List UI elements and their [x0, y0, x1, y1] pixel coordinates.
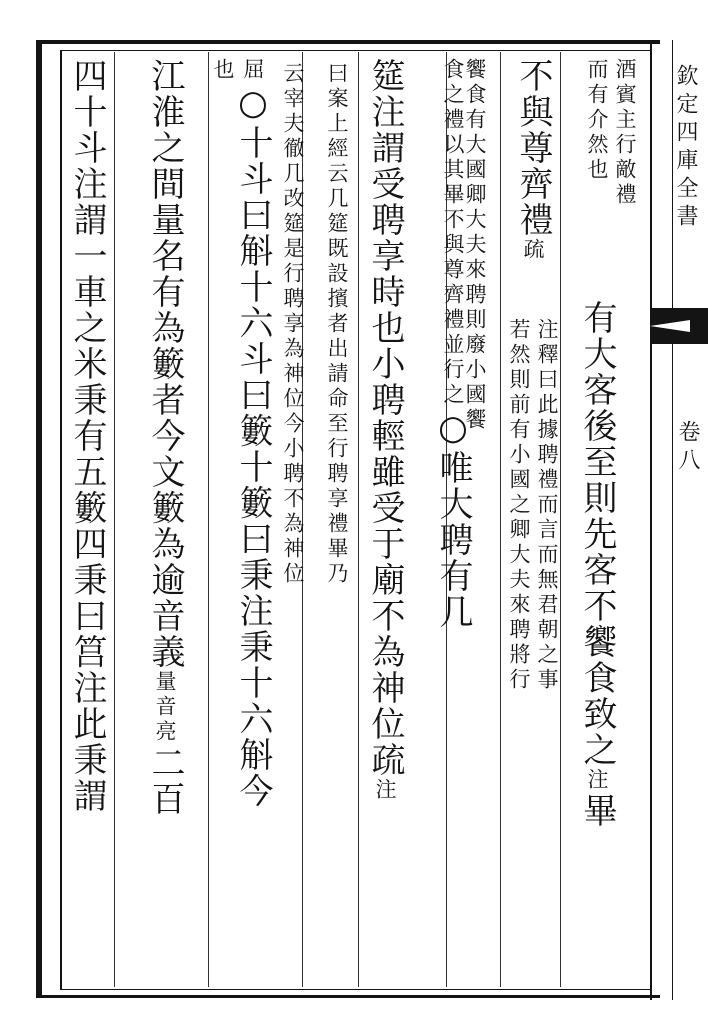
juan-label: 卷八: [675, 420, 700, 476]
text-column-7: [433, 58, 473, 630]
text-column-13: [145, 58, 185, 817]
text-segment: 饗食有大國卿大夫來聘則廢小國饗: [463, 58, 487, 433]
text-segment: 筵注謂受聘享時也小聘輕雖受于廟不為神位疏: [365, 58, 405, 778]
text-segment: 食之禮以其畢不與尊齊禮並行之: [441, 58, 465, 408]
text-column-12: [212, 58, 233, 83]
text-column-10: [282, 62, 303, 587]
text-segment: 若然則前有小國之卿大夫來聘將行: [507, 318, 531, 693]
text-column-9: [326, 62, 347, 587]
column-rule: [560, 52, 561, 987]
text-column-1: [614, 58, 635, 208]
column-rule: [114, 52, 115, 987]
column-rule: [208, 52, 209, 987]
text-segment: 二百: [145, 745, 185, 817]
text-column-2: [586, 58, 607, 183]
text-segment: 注: [585, 768, 609, 793]
gutter-line: [650, 40, 652, 1000]
text-column-5: [536, 318, 557, 693]
text-segment: 酒賓主行敵禮: [613, 58, 637, 208]
text-segment: ○十斗曰斛十六斗曰籔十籔曰秉注秉十六斛今: [233, 83, 273, 809]
text-segment: 屈: [241, 58, 265, 83]
series-title: 欽定四庫全書: [673, 64, 698, 232]
text-segment: 曰案上經云几筵既設擯者出請命至行聘享禮畢乃: [325, 62, 349, 587]
column-rule: [358, 52, 359, 987]
text-segment: 不與尊齊禮: [513, 58, 553, 238]
fishtail-mark: [650, 308, 708, 344]
text-segment: 而有介然也: [585, 58, 609, 183]
text-column-14: [67, 58, 107, 814]
text-column-3: [513, 58, 553, 263]
text-segment: 注: [373, 778, 397, 803]
text-segment: 疏: [521, 238, 545, 263]
text-column-3b: [577, 300, 617, 829]
text-column-8: [365, 58, 405, 803]
text-segment: 量音亮: [153, 670, 177, 745]
text-segment: 有大客後至則先客不饗食致之: [577, 300, 617, 768]
text-segment: 云宰夫徹几改筵是行聘享為神位今小聘不為神位: [281, 62, 305, 587]
text-column-4: [508, 318, 529, 693]
column-rule: [500, 52, 501, 987]
text-segment: 畢: [577, 793, 617, 829]
text-segment: 江淮之間量名有為籔者今文籔為逾音義: [145, 58, 185, 670]
text-segment: ○唯大聘有几: [433, 408, 473, 630]
text-segment: 四十斗注謂一車之米秉有五籔四秉曰筥注此秉謂: [67, 58, 107, 814]
text-segment: 也: [211, 58, 235, 83]
text-column-11: [233, 58, 273, 809]
text-segment: 注釋曰此據聘禮而言而無君朝之事: [535, 318, 559, 693]
